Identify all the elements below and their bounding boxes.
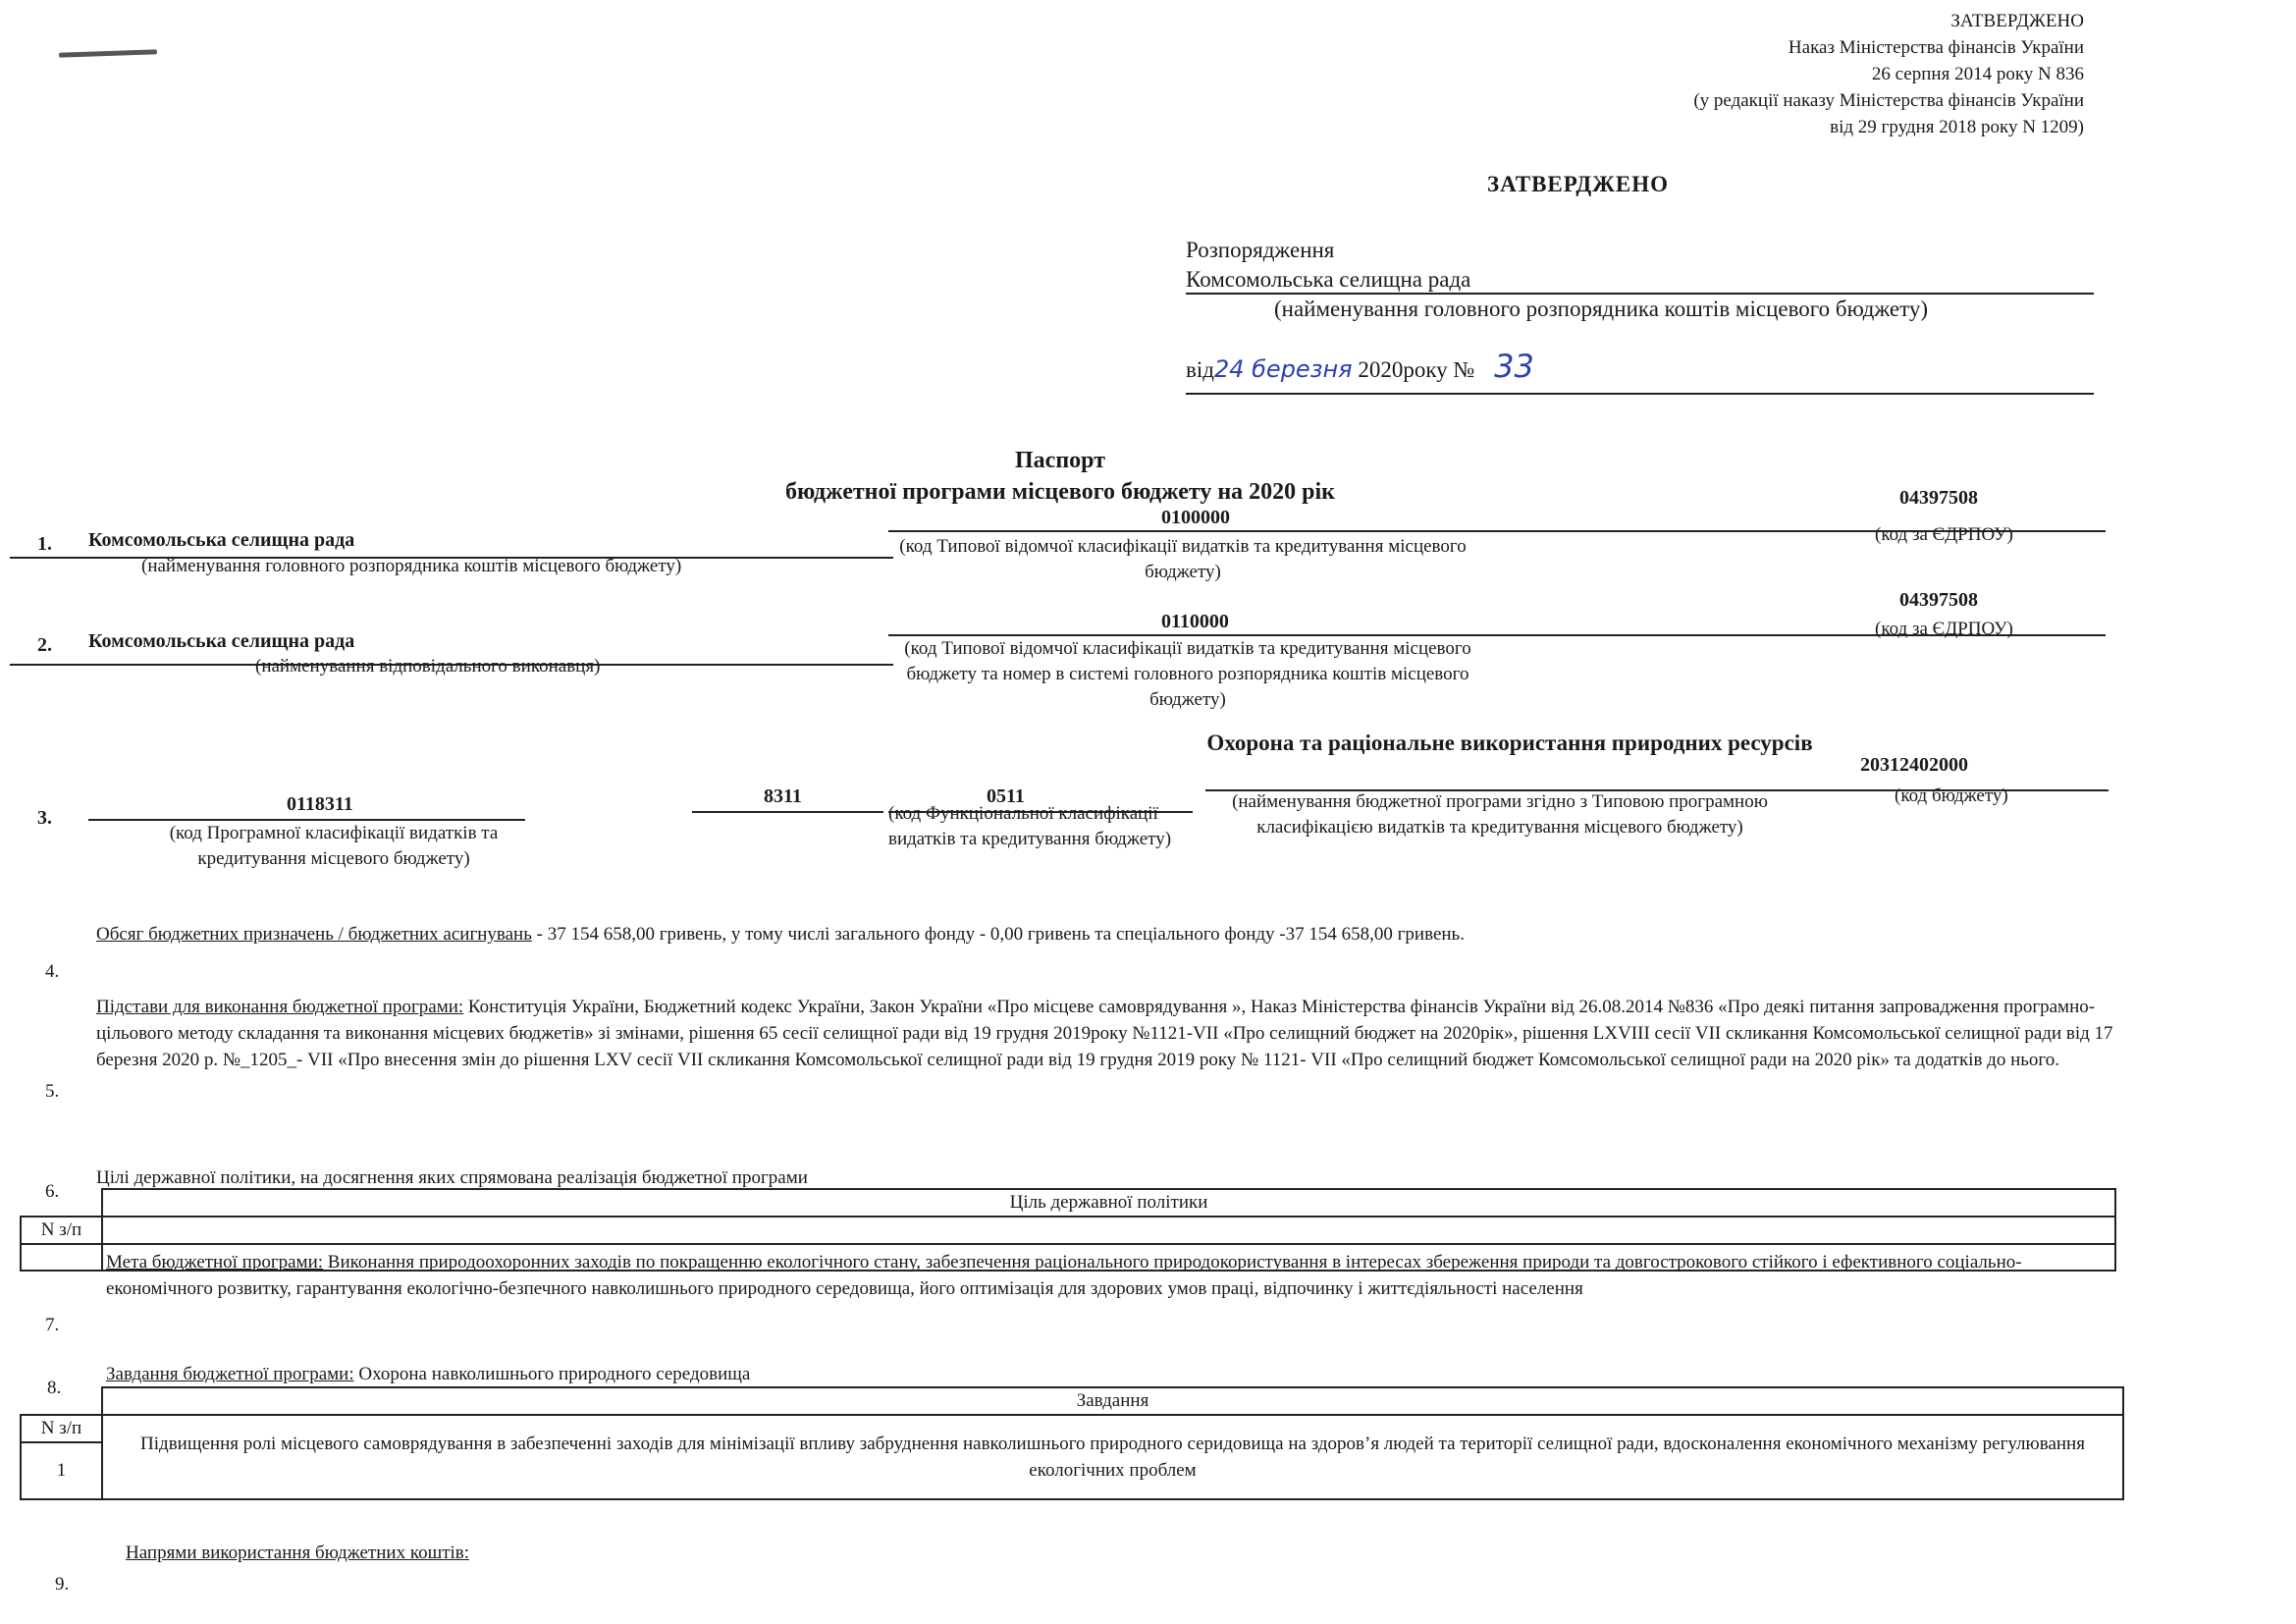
item4-number: 4. (45, 961, 60, 982)
order-date-suffix: 2020року № (1358, 357, 1475, 382)
approved-title: ЗАТВЕРДЖЕНО (1487, 172, 1670, 196)
row3-typical-line (692, 811, 883, 813)
row3-program-code: 0118311 (287, 793, 353, 815)
item4-label: Обсяг бюджетних призначень / бюджетних асигнувань (96, 924, 532, 945)
scan-mark (59, 49, 157, 57)
row3-number: 3. (37, 807, 52, 829)
approval-order (1186, 238, 2094, 395)
goals-header-num: N з/п (21, 1217, 102, 1244)
item5-value: Конституція України, Бюджетний кодекс України, Закон України «Про місцеве самоврядування », Наказ Міністерства фінансів України від 26.08.2014 №836 «Про деякі питання запровадження програмно-цільового методу складання та виконання місцевих бюджетів» зі змінами, рішення 65 сесії селищної ради від 19 грудня 2019року №1121-VII «Про селищний бюджет на 2020рік», рішення LXVIII сесії VII скликання Комсомольської селищної ради від 17 березня 2020 р. №_1205_- VII «Про внесення змін до рішення LXV сесії VII скликання Комсомольської селищної ради від 19 грудня 2019 року № 1121- VII «Про селищний бюджет Комсомольської селищної ради на 2020 рік» та додатків до нього. (96, 997, 2113, 1070)
item5-text (96, 994, 2118, 1073)
approval-header-line: від 29 грудня 2018 року N 1209) (1830, 117, 2084, 137)
item8-number: 8. (47, 1378, 62, 1398)
row2-number: 2. (37, 634, 52, 656)
item9-label: Напрями використання бюджетних коштів: (126, 1543, 470, 1563)
order-type: Розпорядження (1186, 238, 1335, 262)
tasks-row-num: 1 (21, 1442, 102, 1499)
row3-functional-code: 0511 (987, 785, 1025, 807)
row2-edrpou: 04397508 (1899, 589, 1978, 611)
approval-header-line: ЗАТВЕРДЖЕНО (1950, 11, 2084, 31)
row2-code-caption: (код Типової відомчої класифікації видатків та кредитування місцевого бюджету та номер в системі головного розпорядника коштів місцевого бюджету) (904, 638, 1471, 710)
item7-number: 7. (45, 1315, 60, 1335)
item5-number: 5. (45, 1081, 60, 1102)
row2-edrpou-caption: (код за ЄДРПОУ) (1875, 619, 2013, 639)
passport-subtitle: бюджетної програми місцевого бюджету на 2020 рік (785, 479, 1335, 505)
approval-header-line: Наказ Міністерства фінансів України (1788, 37, 2084, 58)
tasks-table (20, 1386, 2124, 1500)
row1-name-caption: (найменування головного розпорядника коштів місцевого бюджету) (141, 556, 682, 576)
item8-text (106, 1361, 750, 1387)
goals-header-goal: Ціль державної політики (102, 1189, 2115, 1217)
approval-header-line: (у редакції наказу Міністерства фінансів України (1693, 90, 2084, 111)
row3-name-caption: (найменування бюджетної програми згідно з Типовою програмною класифікацією видатків та кредитування місцевого бюджету) (1232, 791, 1768, 838)
row1-code-caption: (код Типової відомчої класифікації видатків та кредитування місцевого бюджету) (899, 536, 1467, 582)
row1-edrpou-caption: (код за ЄДРПОУ) (1875, 524, 2013, 545)
item8-value: Охорона навколишнього природного середовища (353, 1364, 751, 1384)
passport-title: Паспорт (1015, 448, 1105, 473)
item4-text (96, 921, 2118, 947)
row2-name: Комсомольська селищна рада (88, 630, 355, 652)
row1-edrpou: 04397508 (1899, 487, 1978, 509)
order-authority: Комсомольська селищна рада (1186, 267, 2094, 295)
item8-label: Завдання бюджетної програми: (106, 1364, 354, 1384)
tasks-row-task: Підвищення ролі місцевого самоврядування в забезпеченні заходів для мінімізації впливу забруднення навколишнього природного серидовища на здоров’я людей та території селищної ради, вдосконалення економічного механізму регулювання екологічних проблем (102, 1415, 2123, 1499)
row1-name: Комсомольська селищна рада (88, 529, 355, 551)
row3-budget-caption: (код бюджету) (1895, 785, 2008, 806)
order-date-prefix: від (1186, 357, 1214, 382)
row3-program-caption: (код Програмної класифікації видатків та кредитування місцевого бюджету) (169, 823, 499, 869)
row3-program-name: Охорона та раціональне використання природних ресурсів (1206, 731, 1813, 755)
item6-text: Цілі державної політики, на досягнення яких спрямована реалізація бюджетної програми (96, 1167, 808, 1188)
row3-budget-code: 20312402000 (1860, 754, 1968, 776)
handwritten-date: 24 березня (1213, 355, 1353, 383)
row1-number: 1. (37, 533, 52, 555)
handwritten-number: 33 (1494, 348, 1534, 385)
goals-empty-corner (21, 1189, 102, 1217)
goals-header-spacer (102, 1217, 2115, 1244)
item7-text (106, 1249, 2118, 1302)
approval-header-line: 26 серпня 2014 року N 836 (1871, 64, 2084, 84)
order-date-line (1186, 348, 2094, 395)
approval-header (1693, 8, 2084, 140)
row1-code: 0100000 (1161, 507, 1230, 528)
item4-value: - 37 154 658,00 гривень, у тому числі загального фонду - 0,00 гривень та спеціального фонду -37 154 658,00 гривень. (531, 924, 1465, 945)
tasks-empty-corner (21, 1387, 102, 1415)
item7-value: Виконання природоохоронних заходів по покращенню екологічного стану, забезпечення раціонального природокористування в інтересах збереження природи та довгострокового стійкого і ефективного соціально-економічного розвитку, гарантування екологічно-безпечного навколишнього природного середовища, його оптимізація для здорових умов праці, відпочинку і життєдіяльності населення (106, 1252, 2022, 1299)
item7-label: Мета бюджетної програми: (106, 1252, 324, 1272)
row2-name-caption: (найменування відповідального виконавця) (255, 656, 601, 677)
item6-number: 6. (45, 1181, 60, 1202)
goals-empty-cell (21, 1244, 102, 1271)
item9-number: 9. (55, 1574, 70, 1595)
tasks-header-task: Завдання (102, 1387, 2123, 1415)
order-authority-caption: (найменування головного розпорядника коштів місцевого бюджету) (1274, 297, 1929, 321)
tasks-header-num: N з/п (21, 1415, 102, 1442)
row3-typical-code: 8311 (764, 785, 802, 807)
item5-label: Підстави для виконання бюджетної програми: (96, 997, 464, 1017)
row2-code: 0110000 (1161, 611, 1229, 632)
row3-functional-caption: (код Функціональної класифікації видатків та кредитування бюджету) (888, 803, 1172, 849)
